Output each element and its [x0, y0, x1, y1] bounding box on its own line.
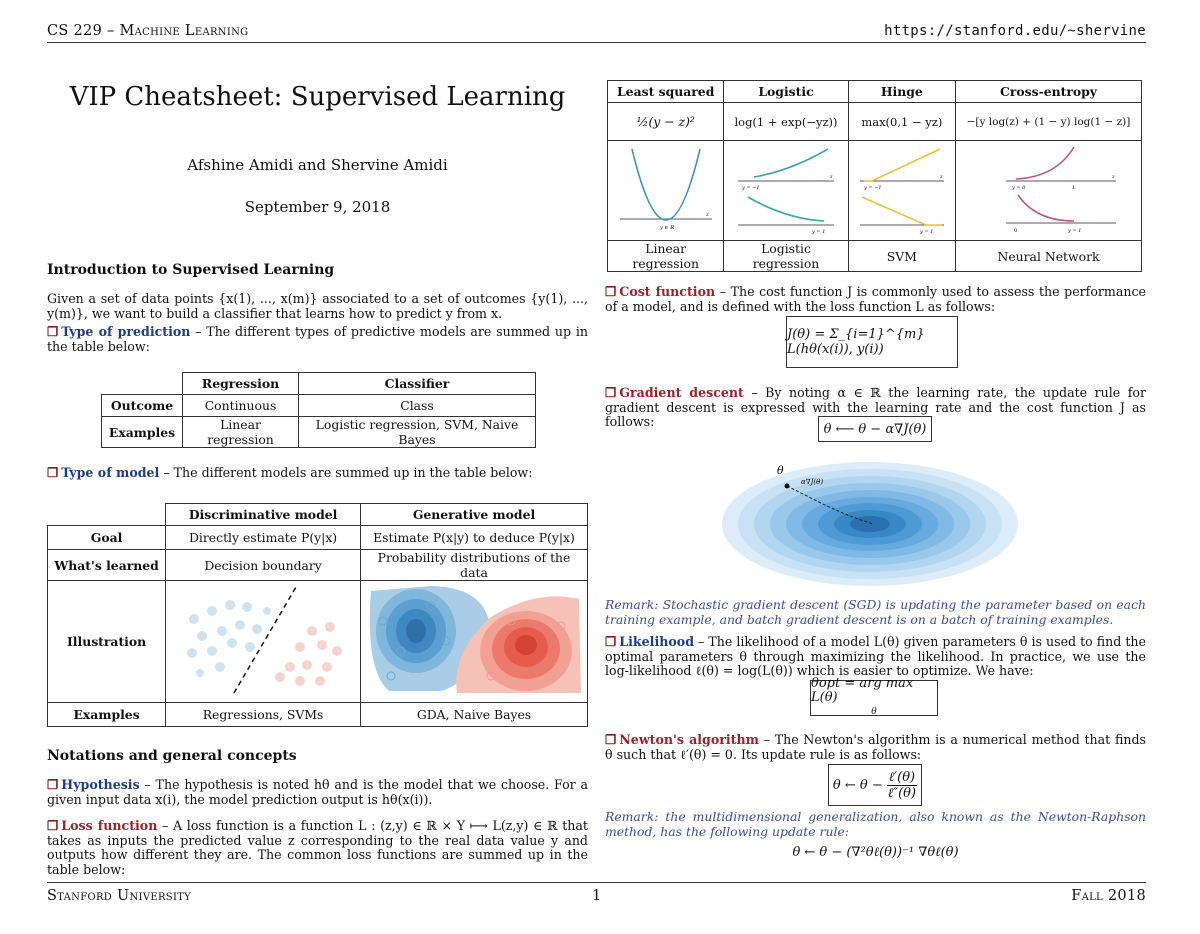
model-table [47, 503, 588, 727]
plot-cell [848, 141, 955, 241]
model-cell: SVM [848, 241, 955, 272]
term-def: – The different types of predictive models are summed up in the table below: [47, 324, 588, 354]
axis-label: 0 [1014, 228, 1018, 234]
term-def: – The Newton's algorithm is a numerical method that finds θ such that ℓ′(θ) = 0. Its update rule is as follows: [605, 732, 1147, 762]
type-of-model-text [47, 466, 588, 481]
term-def: – The cost function J is commonly used to assess the performance of a model, and is defined with the loss function L as follows: [605, 284, 1146, 314]
authors: Afshine Amidi and Shervine Amidi [187, 156, 448, 174]
likelihood-text [605, 635, 1146, 679]
cell: Continuous [183, 395, 299, 417]
course-header: CS 229 – Machine Learning [47, 23, 249, 39]
cell: Logistic regression, SVM, Naive Bayes [299, 417, 536, 448]
remark-newton: Remark: the multidimensional generalization, also known as the Newton-Raphson method, has the following update rule: [605, 809, 1146, 839]
row-label: Examples [48, 703, 166, 727]
axis-label: z [940, 174, 943, 180]
term-def: – The hypothesis is noted hθ and is the model that we choose. For a given input data x(i), the model prediction output is hθ(x(i)). [47, 777, 588, 807]
denominator: ℓ″(θ) [887, 785, 917, 801]
term-def: – A loss function is a function L : (z,y) ∈ ℝ × Y ⟼ L(z,y) ∈ ℝ that takes as inputs the predicted value z corresponding to the real data value y and outputs how different they are. The common loss functions are summed up in the table below: [47, 818, 588, 877]
bullet-box-icon: ❒ [47, 777, 59, 792]
axis-label: y = 1 [811, 229, 826, 235]
row-label: Illustration [48, 581, 166, 703]
bullet-box-icon: ❒ [47, 818, 59, 833]
formula-main: θopt = arg max L(θ) [811, 676, 914, 705]
cell: Decision boundary [166, 550, 361, 581]
col-header: Logistic [724, 81, 848, 103]
bullet-box-icon: ❒ [605, 385, 617, 400]
newton-raphson-formula: θ ← θ − (∇²θℓ(θ))⁻¹ ∇θℓ(θ) [792, 845, 959, 860]
newton-formula [828, 764, 922, 806]
formula-left: θ ← θ − [832, 777, 883, 793]
cell: Probability distributions of the data [361, 550, 588, 581]
cell: Linear regression [183, 417, 299, 448]
step-label: α∇J(θ) [801, 478, 824, 486]
formula-cell: ½(y − z)² [608, 103, 724, 141]
axis-label: z [1112, 174, 1115, 180]
section-heading-notations: Notations and general concepts [47, 748, 297, 764]
term: Cost function [619, 284, 716, 299]
term: Type of model [61, 465, 160, 480]
term: Newton's algorithm [619, 732, 759, 747]
likelihood-formula [810, 676, 938, 717]
formula-cell: log(1 + exp(−yz)) [724, 103, 848, 141]
date: September 9, 2018 [244, 198, 391, 216]
newton-text [605, 733, 1146, 762]
axis-label: y = 1 [1068, 228, 1082, 234]
prediction-table [101, 372, 536, 448]
cell: GDA, Naive Bayes [361, 703, 588, 727]
cost-formula: J(θ) = Σ_{i=1}^{m} L(hθ(x(i)), y(i)) [786, 316, 958, 368]
least-squared-plot [614, 141, 718, 237]
bullet-box-icon: ❒ [47, 465, 59, 480]
logistic-plot [730, 141, 842, 237]
remark-sgd: Remark: Stochastic gradient descent (SGD) is updating the parameter based on each training example, and batch gradient descent is on a batch of training examples. [605, 597, 1146, 627]
numerator: ℓ′(θ) [888, 769, 916, 785]
page-number: 1 [592, 888, 602, 904]
term: Gradient descent [619, 385, 744, 400]
col-header: Discriminative model [166, 504, 361, 526]
gradient-descent-plot [715, 458, 1025, 590]
axis-label: z [705, 212, 709, 218]
row-label: Goal [48, 526, 166, 550]
col-header: Generative model [361, 504, 588, 526]
model-cell: Linear regression [608, 241, 724, 272]
axis-label: y = 1 [920, 229, 934, 235]
term-def: – The different models are summed up in the table below: [159, 465, 533, 480]
axis-label: y = −1 [864, 185, 882, 191]
col-header: Classifier [299, 373, 536, 395]
col-header: Least squared [608, 81, 724, 103]
term: Likelihood [619, 634, 695, 649]
axis-label: y = −1 [741, 185, 760, 191]
type-of-prediction-text [47, 325, 588, 354]
decision-boundary-plot [172, 581, 354, 699]
axis-label: z [829, 174, 833, 180]
formula-cell: −[y log(z) + (1 − y) log(1 − z)] [956, 103, 1142, 141]
cost-function-text [605, 285, 1146, 314]
footer-left: Stanford University [47, 888, 192, 904]
col-header: Regression [183, 373, 299, 395]
header-url[interactable]: https://stanford.edu/~shervine [884, 23, 1146, 39]
model-cell: Neural Network [956, 241, 1142, 272]
cross-entropy-plot [956, 141, 1141, 237]
col-header: Hinge [848, 81, 955, 103]
fraction [887, 770, 917, 801]
cell: Directly estimate P(y|x) [166, 526, 361, 550]
formula-cell: max(0,1 − yz) [848, 103, 955, 141]
cell: Class [299, 395, 536, 417]
cell: Regressions, SVMs [166, 703, 361, 727]
axis-label: y ∈ ℝ [659, 225, 674, 231]
header-rule [47, 42, 1146, 43]
footer-right: Fall 2018 [1071, 888, 1146, 904]
generative-illustration [361, 581, 588, 703]
loss-table [607, 80, 1142, 272]
section-heading-intro: Introduction to Supervised Learning [47, 262, 335, 278]
plot-cell [956, 141, 1142, 241]
intro-text: Given a set of data points {x(1), ..., x(m)} associated to a set of outcomes {y(1), ..., y(m)}, we want to build a classifier that learns how to predict y from x. [47, 291, 588, 321]
footer-rule [47, 882, 1146, 883]
bullet-box-icon: ❒ [605, 634, 617, 649]
formula-sub: θ [871, 707, 877, 717]
model-cell: Logistic regression [724, 241, 848, 272]
hypothesis-text [47, 778, 588, 807]
discriminative-illustration [166, 581, 361, 703]
loss-function-text [47, 819, 588, 877]
bullet-box-icon: ❒ [605, 284, 617, 299]
axis-label: y = 0 [1012, 185, 1026, 191]
gaussian-density-plot [361, 581, 587, 699]
row-label: Examples [102, 417, 183, 448]
term-def: – By noting α ∈ ℝ the learning rate, the update rule for gradient descent is expressed with the learning rate and the cost function J as follows: [605, 385, 1147, 429]
plot-cell [608, 141, 724, 241]
hinge-plot [854, 141, 949, 237]
row-label: Outcome [102, 395, 183, 417]
col-header: Cross-entropy [956, 81, 1142, 103]
plot-cell [724, 141, 848, 241]
term: Type of prediction [61, 324, 191, 339]
row-label: What's learned [48, 550, 166, 581]
term: Loss function [61, 818, 158, 833]
axis-label: 1 [1072, 185, 1076, 191]
gradient-formula: θ ⟵ θ − α∇J(θ) [818, 416, 932, 442]
term-def: – The likelihood of a model L(θ) given parameters θ is used to find the optimal parameters θ through maximizing the likelihood. In practice, we use the log-likelihood ℓ(θ) = log(L(θ)) which is easier to optimize. We have: [605, 634, 1146, 678]
cell: Estimate P(x|y) to deduce P(y|x) [361, 526, 588, 550]
term: Hypothesis [61, 777, 140, 792]
page-title: VIP Cheatsheet: Supervised Learning [69, 82, 566, 112]
bullet-box-icon: ❒ [605, 732, 617, 747]
theta-label: θ [777, 464, 784, 477]
bullet-box-icon: ❒ [47, 324, 59, 339]
